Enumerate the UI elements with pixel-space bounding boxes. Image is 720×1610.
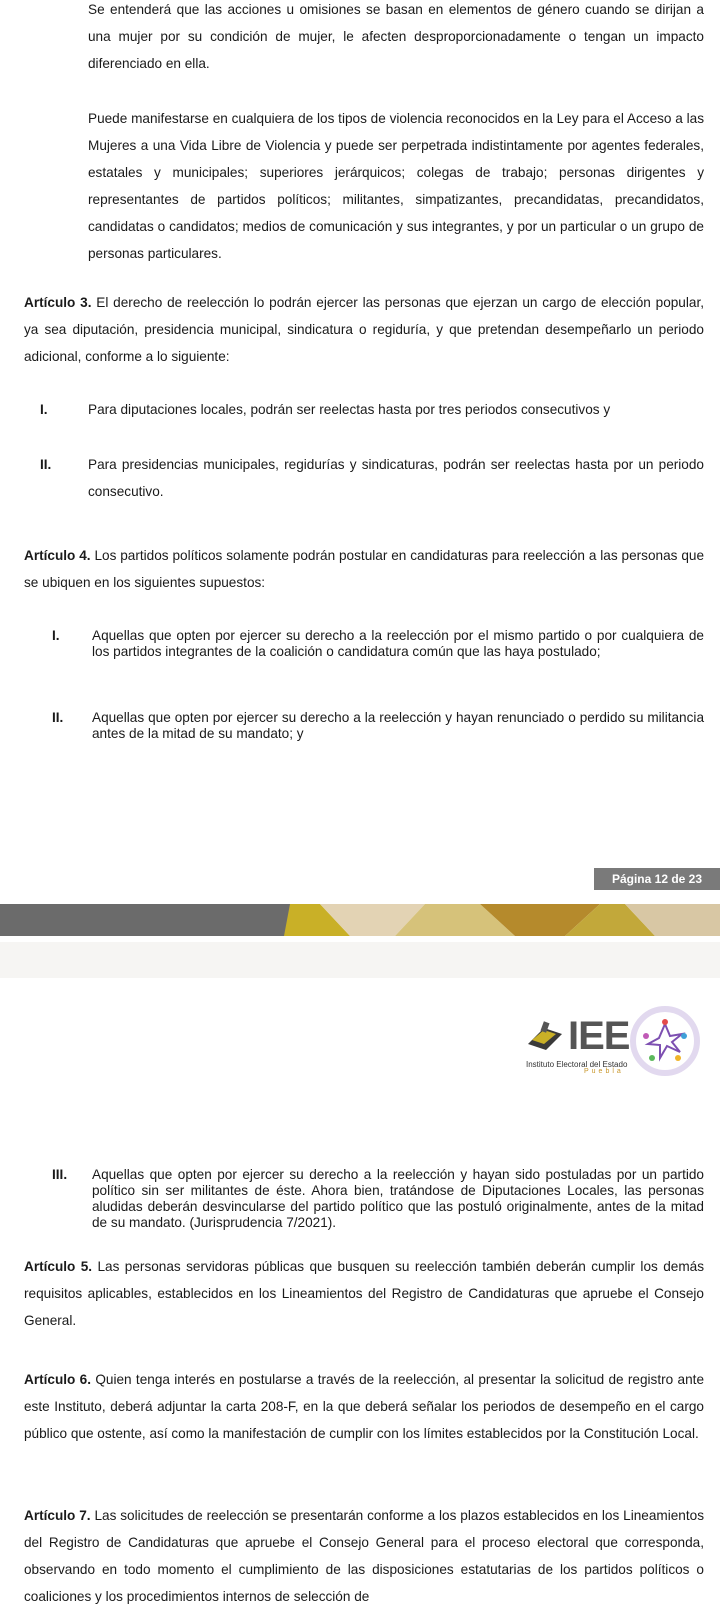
page-footer bbox=[0, 868, 720, 898]
logo-subtitle: Instituto Electoral del Estado bbox=[526, 1060, 628, 1069]
article-4-label: Artículo 4. bbox=[24, 548, 91, 563]
iee-logo bbox=[524, 1016, 714, 1086]
article-7-text: Las solicitudes de reelección se presentarán conforme a los plazos establecidos en los Lineamientos del Registro de Candidaturas que apruebe el Consejo General para el proceso electoral que corresponda, observando en todo momento el cumplimiento de las disposiciones estatutarias de los partidos políticos o coaliciones y los procedimientos internos de selección de bbox=[24, 1508, 705, 1604]
article-5-label: Artículo 5. bbox=[24, 1259, 93, 1274]
item-number: III. bbox=[52, 1167, 68, 1182]
item-text: Aquellas que opten por ejercer su derecho a la reelección y hayan sido postuladas por un partido político sin ser militantes de éste. Ahora bien, tratándose de Diputaciones Locales, las personas aludidas deberán desvincularse del partido político que las postuló originalmente, antes de la mitad de su mandato. (Jurisprudencia 7/2021). bbox=[92, 1167, 704, 1230]
item-text: Aquellas que opten por ejercer su derecho a la reelección y hayan renunciado o perdido su militancia antes de la mitad de su mandato; y bbox=[92, 710, 704, 741]
logo-wordmark: IEE bbox=[568, 1014, 630, 1058]
item-text: Para diputaciones locales, podrán ser reelectas hasta por tres periodos consecutivos y bbox=[88, 402, 611, 417]
article-7-paragraph bbox=[24, 1502, 704, 1610]
equality-seal-icon bbox=[630, 1006, 700, 1076]
article-4-paragraph bbox=[24, 542, 704, 596]
item-number: II. bbox=[40, 457, 52, 472]
item-number: I. bbox=[40, 402, 48, 417]
article-3-label: Artículo 3. bbox=[24, 295, 92, 310]
article-4-item-2 bbox=[52, 710, 704, 742]
stripe-segment-gray bbox=[0, 904, 290, 936]
intro-paragraph-2: Puede manifestarse en cualquiera de los tipos de violencia reconocidos en la Ley para el Acceso a las Mujeres a una Vida Libre de Violencia y puede ser perpetrada indistintamente por agentes federales, estatales y municipales; superiores jerárquicos; colegas de trabajo; personas dirigentes y representantes de partidos políticos; militantes, simpatizantes, precandidatas, precandidatos, candidatas o candidatos; medios de comunicación y sus integrantes, y por un particular o un grupo de personas particulares. bbox=[88, 111, 704, 261]
article-6-text: Quien tenga interés en postularse a través de la reelección, al presentar la solicitud de registro ante este Instituto, deberá adjuntar la carta 208-F, en la que deberá señalar los periodos de desempeño en el cargo público que ostente, así como la manifestación de cumplir con los límites establecidos por la Constitución Local. bbox=[24, 1372, 704, 1441]
article-5-text: Las personas servidoras públicas que busquen su reelección también deberán cumplir los demás requisitos aplicables, establecidos en los Lineamientos del Registro de Candidaturas que apruebe el Consejo General. bbox=[24, 1259, 704, 1328]
article-6-label: Artículo 6. bbox=[24, 1372, 92, 1387]
article-7-label: Artículo 7. bbox=[24, 1508, 91, 1523]
article-5-paragraph bbox=[24, 1253, 704, 1334]
page-break-band bbox=[0, 942, 720, 978]
logo-state: Puebla bbox=[584, 1068, 624, 1075]
decorative-stripe bbox=[0, 904, 720, 936]
article-3-text: El derecho de reelección lo podrán ejercer las personas que ejerzan un cargo de elección popular, ya sea diputación, presidencia municipal, sindicatura o regiduría, y que pretendan desempeñarlo un periodo adicional, conforme a lo siguiente: bbox=[24, 295, 705, 364]
item-text: Para presidencias municipales, regidurías y sindicaturas, podrán ser reelectas hasta por un periodo consecutivo. bbox=[88, 457, 704, 499]
item-number: II. bbox=[52, 710, 64, 725]
article-4-item-1 bbox=[52, 628, 704, 660]
article-6-paragraph bbox=[24, 1366, 704, 1447]
article-3-item-1 bbox=[40, 396, 704, 423]
item-number: I. bbox=[52, 628, 60, 643]
intro-paragraph-1: Se entenderá que las acciones u omisiones se basan en elementos de género cuando se dirijan a una mujer por su condición de mujer, le afecten desproporcionadamente o tengan un impacto diferenciado en ella. bbox=[88, 2, 704, 71]
article-3-paragraph bbox=[24, 289, 704, 370]
item-text: Aquellas que opten por ejercer su derecho a la reelección por el mismo partido o por cualquiera de los partidos integrantes de la coalición o candidatura común que las haya postulado; bbox=[92, 628, 704, 659]
article-3-item-2 bbox=[40, 451, 704, 505]
article-4-text: Los partidos políticos solamente podrán postular en candidaturas para reelección a las personas que se ubiquen en los siguientes supuestos: bbox=[24, 548, 705, 590]
page-number: Página 12 de 23 bbox=[594, 868, 720, 890]
iee-emblem-icon bbox=[524, 1018, 566, 1054]
article-4-item-3 bbox=[52, 1167, 704, 1231]
